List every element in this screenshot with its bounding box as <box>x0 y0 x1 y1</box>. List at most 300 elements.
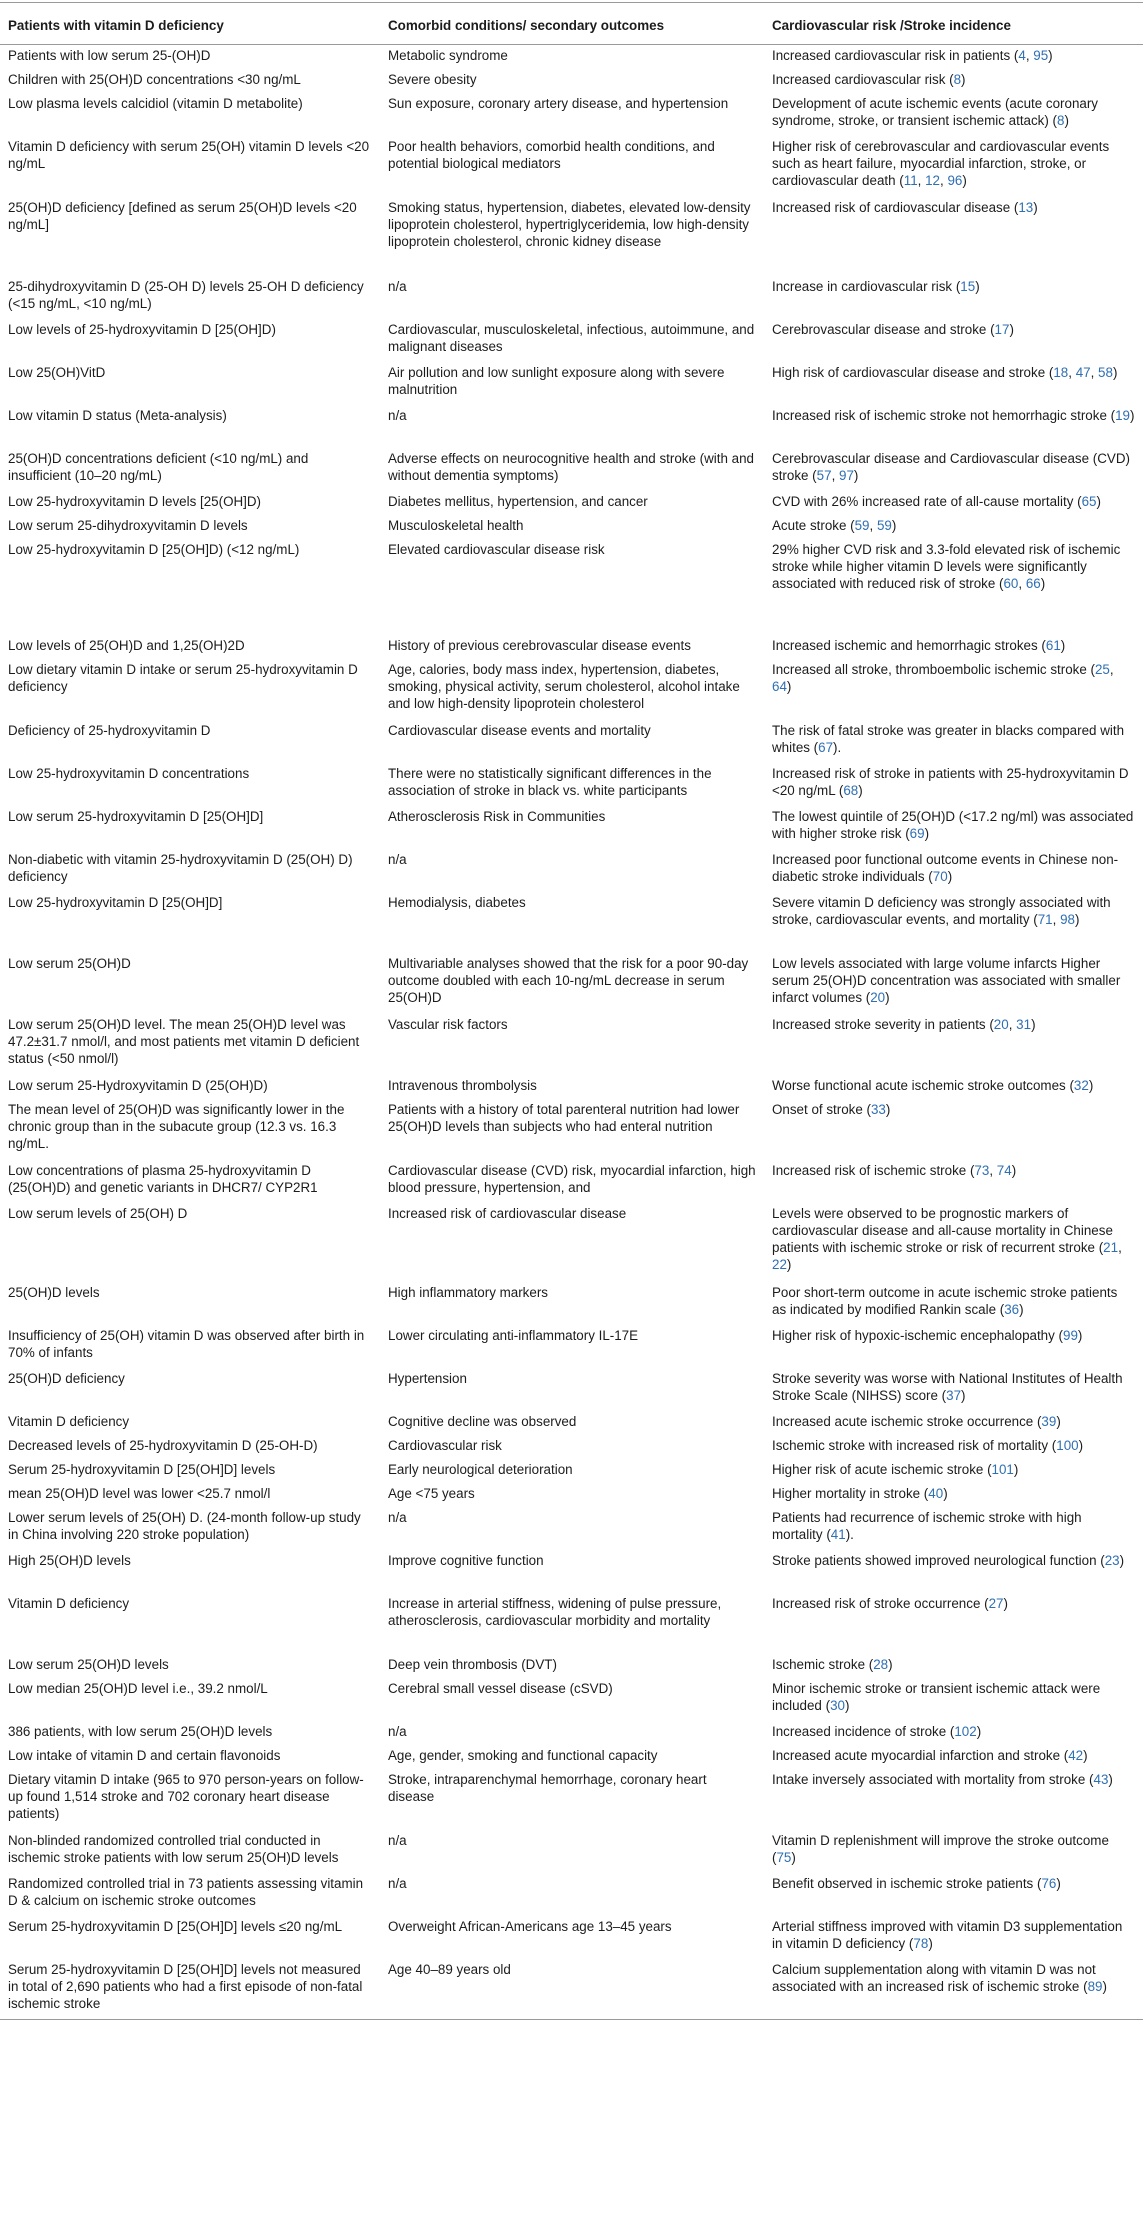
reference-link[interactable]: 19 <box>1115 407 1130 423</box>
cell-cardiovascular-risk <box>764 720 1143 763</box>
cell-patients: 386 patients, with low serum 25(OH)D levels <box>8 1723 273 1739</box>
cell-patients: Low 25-hydroxyvitamin D [25(OH]D) (<12 ng/mL) <box>8 541 300 557</box>
reference-link[interactable]: 30 <box>830 1697 845 1713</box>
cell-text: ) <box>1083 1747 1088 1763</box>
cell-comorbid-conditions: Age, gender, smoking and functional capacity <box>388 1747 658 1763</box>
reference-link[interactable]: 74 <box>996 1162 1012 1178</box>
cell-comorbid-conditions: Hemodialysis, diabetes <box>388 894 526 910</box>
cell-cardiovascular-risk <box>764 1830 1143 1873</box>
cell-text: Increased poor functional outcome events in Chinese non-diabetic stroke individuals ( <box>772 851 1119 884</box>
cell-patients: Patients with low serum 25-(OH)D <box>8 48 211 63</box>
cell-text: Intake inversely associated with mortality from stroke ( <box>772 1771 1094 1787</box>
cell-text: ) <box>885 989 890 1005</box>
table-row <box>0 1325 1143 1368</box>
cell-comorbid-conditions: n/a <box>388 1509 407 1525</box>
cell-text: Higher risk of acute ischemic stroke ( <box>772 1461 992 1477</box>
cell-patients: Low serum 25-dihydroxyvitamin D levels <box>8 517 248 533</box>
table-row <box>0 635 1143 659</box>
reference-link[interactable]: 101 <box>991 1461 1014 1477</box>
cell-text: Levels were observed to be prognostic markers of cardiovascular disease and all-cause mortality in Chinese patients with ischemic stroke or risk of recurrent stroke ( <box>772 1205 1113 1255</box>
cell-patients: Children with 25(OH)D concentrations <30 ng/mL <box>8 71 301 87</box>
cell-comorbid-conditions: Atherosclerosis Risk in Communities <box>388 808 606 824</box>
cell-comorbid-conditions: Age 40–89 years old <box>380 1959 764 2020</box>
reference-link[interactable]: 4 <box>1018 48 1026 63</box>
cell-text: ) <box>1048 48 1053 63</box>
table-row <box>0 1916 1143 1959</box>
reference-link[interactable]: 8 <box>953 71 962 87</box>
cell-cardiovascular-risk <box>764 1745 1143 1769</box>
cell-text: Patients had recurrence of ischemic stroke with high mortality ( <box>772 1509 1082 1542</box>
cell-text: Higher risk of hypoxic-ischemic encephalopathy ( <box>772 1327 1064 1343</box>
reference-link[interactable]: 68 <box>843 782 859 798</box>
cell-text: Increased all stroke, thromboembolic ischemic stroke ( <box>772 661 1095 677</box>
cell-text: , <box>1018 575 1026 591</box>
cell-comorbid-conditions: Cardiovascular disease events and mortality <box>388 722 651 738</box>
cell-cardiovascular-risk <box>764 1075 1143 1099</box>
cell-cardiovascular-risk <box>764 1459 1143 1483</box>
cell-text: ) <box>786 678 792 694</box>
cell-comorbid-conditions: Cardiovascular disease (CVD) risk, myocardial infarction, high blood pressure, hypertension, and <box>388 1162 756 1195</box>
cell-patients: Low levels of 25-hydroxyvitamin D [25(OH]D) <box>8 321 276 337</box>
cell-patients: 25(OH)D levels <box>8 1284 100 1300</box>
cell-text: ) <box>1096 493 1101 509</box>
cell-patients: Low 25(OH)VitD <box>8 364 106 380</box>
cell-patients: Non-diabetic with vitamin 25-hydroxyvitamin D (25(OH) D) deficiency <box>8 851 353 884</box>
cell-comorbid-conditions: Stroke, intraparenchymal hemorrhage, coronary heart disease <box>388 1771 707 1804</box>
cell-cardiovascular-risk <box>764 806 1143 849</box>
cell-cardiovascular-risk <box>764 1654 1143 1678</box>
cell-cardiovascular-risk <box>764 1916 1143 1959</box>
header-cardiovascular-risk: Cardiovascular risk /Stroke incidence <box>764 3 1143 45</box>
cell-patients: Non-blinded randomized controlled trial conducted in ischemic stroke patients with low serum 25(OH)D levels <box>8 1832 339 1865</box>
table-row <box>0 515 1143 539</box>
cell-cardiovascular-risk <box>764 1203 1143 1282</box>
table-row <box>0 1160 1143 1203</box>
cell-text: Ischemic stroke ( <box>772 1656 874 1672</box>
cell-comorbid-conditions: Cognitive decline was observed <box>388 1413 577 1429</box>
header-comorbid-conditions: Comorbid conditions/ secondary outcomes <box>380 3 764 45</box>
table-row <box>0 1507 1143 1550</box>
cell-text: ) <box>961 1387 966 1403</box>
cell-text: Stroke patients showed improved neurological function ( <box>772 1552 1105 1568</box>
cell-comorbid-conditions: Cardiovascular risk <box>388 1437 502 1453</box>
cell-cardiovascular-risk <box>764 1368 1143 1411</box>
cell-text: The lowest quintile of 25(OH)D (<17.2 ng/ml) was associated with higher stroke risk ( <box>772 808 1134 841</box>
cell-text: , <box>989 1162 997 1178</box>
cell-text: ) <box>947 868 953 884</box>
cell-text: ) <box>791 1849 796 1865</box>
reference-link[interactable]: 37 <box>946 1387 962 1403</box>
reference-link[interactable]: 59 <box>876 517 892 533</box>
reference-link[interactable]: 27 <box>988 1595 1004 1611</box>
cell-text: , <box>831 467 840 483</box>
cell-cardiovascular-risk <box>764 405 1143 448</box>
cell-text: CVD with 26% increased rate of all-cause mortality ( <box>772 493 1082 509</box>
cell-patients: Low plasma levels calcidiol (vitamin D metabolite) <box>8 95 303 111</box>
cell-text: ) <box>943 1485 948 1501</box>
cell-patients: Low 25-hydroxyvitamin D levels [25(OH]D) <box>8 493 262 509</box>
cell-cardiovascular-risk <box>764 763 1143 806</box>
cell-comorbid-conditions: Increase in arterial stiffness, widening of pulse pressure, atherosclerosis, cardiovascular morbidity and mortality <box>388 1595 722 1628</box>
reference-link[interactable]: 78 <box>913 1935 929 1951</box>
cell-text: 29% higher CVD risk and 3.3-fold elevated risk of ischemic stroke while higher vitamin D levels were significantly associated with reduced risk of stroke ( <box>772 541 1121 591</box>
header-row <box>0 3 1143 45</box>
reference-link[interactable]: 33 <box>870 1101 886 1117</box>
cell-text: Increased risk of stroke in patients with 25-hydroxyvitamin D <20 ng/mL ( <box>772 765 1129 798</box>
reference-link[interactable]: 70 <box>932 868 948 884</box>
cell-comorbid-conditions: Metabolic syndrome <box>388 48 508 63</box>
cell-patients: Low levels of 25(OH)D and 1,25(OH)2D <box>8 637 245 653</box>
table-row <box>0 659 1143 720</box>
table-row <box>0 1014 1143 1075</box>
cell-text: Increased incidence of stroke ( <box>772 1723 955 1739</box>
cell-text: ) <box>1129 407 1135 423</box>
cell-text: Higher risk of cerebrovascular and cardiovascular events such as heart failure, myocardial infarction, stroke, or cardiovascular death ( <box>772 138 1110 188</box>
table-row <box>0 892 1143 953</box>
reference-link[interactable]: 41 <box>830 1526 846 1542</box>
reference-link[interactable]: 32 <box>1073 1077 1089 1093</box>
cell-cardiovascular-risk <box>764 136 1143 197</box>
cell-cardiovascular-risk <box>764 93 1143 136</box>
cell-text: , <box>1008 1016 1017 1032</box>
cell-text: , <box>1118 1239 1122 1255</box>
table-row <box>0 953 1143 1014</box>
cell-cardiovascular-risk <box>764 539 1143 635</box>
cell-text: Low levels associated with large volume infarcts Higher serum 25(OH)D concentration was associated with smaller infarct volumes ( <box>772 955 1121 1005</box>
cell-patients: Serum 25-hydroxyvitamin D [25(OH]D] levels <box>8 1461 276 1477</box>
cell-comorbid-conditions: n/a <box>388 1875 407 1891</box>
cell-patients: Low median 25(OH)D level i.e., 39.2 nmol/L <box>8 1680 268 1696</box>
cell-comorbid-conditions: n/a <box>388 407 407 423</box>
table-row <box>0 1411 1143 1435</box>
cell-comorbid-conditions: n/a <box>388 851 407 867</box>
table-row <box>0 1435 1143 1459</box>
reference-link[interactable]: 8 <box>1057 112 1065 128</box>
reference-link[interactable]: 97 <box>839 467 854 483</box>
cell-comorbid-conditions: Cerebral small vessel disease (cSVD) <box>388 1680 613 1696</box>
cell-text: Increased cardiovascular risk in patients ( <box>772 48 1019 63</box>
cell-patients: Vitamin D deficiency with serum 25(OH) vitamin D levels <20 ng/mL <box>8 138 370 171</box>
reference-link[interactable]: 22 <box>772 1257 787 1273</box>
table-row <box>0 1745 1143 1769</box>
cell-text: The risk of fatal stroke was greater in blacks compared with whites ( <box>772 722 1125 755</box>
reference-link[interactable]: 39 <box>1041 1413 1057 1429</box>
cell-cardiovascular-risk <box>764 1769 1143 1830</box>
cell-patients: Deficiency of 25-hydroxyvitamin D <box>8 722 211 738</box>
reference-link[interactable]: 95 <box>1033 48 1049 63</box>
reference-link[interactable]: 66 <box>1025 575 1041 591</box>
reference-link[interactable]: 69 <box>909 825 925 841</box>
cell-text: ) <box>1003 1595 1008 1611</box>
cell-text: Benefit observed in ischemic stroke patients ( <box>772 1875 1042 1891</box>
cell-text: Cerebrovascular disease and stroke ( <box>772 321 995 337</box>
cell-text: ) <box>1077 1327 1083 1343</box>
cell-patients: 25(OH)D deficiency [defined as serum 25(OH)D levels <20 ng/mL] <box>8 199 357 232</box>
cell-text: ) <box>962 172 967 188</box>
reference-link[interactable]: 21 <box>1103 1239 1119 1255</box>
cell-text: ) <box>924 825 930 841</box>
reference-link[interactable]: 36 <box>1004 1301 1020 1317</box>
cell-patients: Lower serum levels of 25(OH) D. (24-month follow-up study in China involving 220 stroke population) <box>8 1509 361 1542</box>
cell-comorbid-conditions: Musculoskeletal health <box>388 517 524 533</box>
cell-comorbid-conditions: Patients with a history of total parenteral nutrition had lower 25(OH)D levels than subjects who had enteral nutrition <box>388 1101 740 1134</box>
reference-link[interactable]: 57 <box>816 467 832 483</box>
cell-cardiovascular-risk <box>764 69 1143 93</box>
reference-link[interactable]: 47 <box>1075 364 1091 380</box>
table-row <box>0 197 1143 276</box>
cell-comorbid-conditions: Improve cognitive function <box>388 1552 544 1568</box>
reference-link[interactable]: 20 <box>870 989 886 1005</box>
cell-text: High risk of cardiovascular disease and stroke ( <box>772 364 1054 380</box>
table-row <box>0 1678 1143 1721</box>
table-body <box>0 45 1143 2020</box>
table-header <box>0 3 1143 45</box>
cell-text: Increase in cardiovascular risk ( <box>772 278 961 294</box>
cell-text: ) <box>1078 1437 1084 1453</box>
cell-patients: Low vitamin D status (Meta-analysis) <box>8 407 227 423</box>
reference-link[interactable]: 43 <box>1093 1771 1109 1787</box>
cell-text: Increased cardiovascular risk ( <box>772 71 954 87</box>
table-row <box>0 1368 1143 1411</box>
cell-cardiovascular-risk <box>764 1435 1143 1459</box>
table-row <box>0 763 1143 806</box>
cell-comorbid-conditions: Adverse effects on neurocognitive health and stroke (with and without dementia symptoms) <box>388 450 754 483</box>
cell-text: , <box>869 517 877 533</box>
cell-text: Increased risk of ischemic stroke not hemorrhagic stroke ( <box>772 407 1116 423</box>
cell-text: ) <box>1119 1552 1125 1568</box>
reference-link[interactable]: 58 <box>1098 364 1113 380</box>
cell-comorbid-conditions: Sun exposure, coronary artery disease, and hypertension <box>388 95 729 111</box>
reference-link[interactable]: 15 <box>960 278 976 294</box>
table-row <box>0 1593 1143 1654</box>
cell-text: , <box>1090 364 1099 380</box>
reference-link[interactable]: 89 <box>1087 1978 1103 1994</box>
cell-comorbid-conditions: Multivariable analyses showed that the risk for a poor 90-day outcome doubled with each 10-ng/mL decrease in serum 25(OH)D <box>388 955 749 1005</box>
cell-cardiovascular-risk <box>764 45 1143 69</box>
reference-link[interactable]: 13 <box>1018 199 1034 215</box>
cell-text: ) <box>1088 1077 1094 1093</box>
reference-link[interactable]: 17 <box>994 321 1010 337</box>
cell-cardiovascular-risk <box>764 197 1143 276</box>
reference-link[interactable]: 12 <box>925 172 941 188</box>
cell-text: ) <box>975 278 980 294</box>
cell-cardiovascular-risk <box>764 953 1143 1014</box>
vitamin-d-stroke-table <box>0 2 1143 2020</box>
cell-text: ). <box>845 1526 854 1542</box>
reference-link[interactable]: 31 <box>1016 1016 1032 1032</box>
cell-text: Minor ischemic stroke or transient ischemic attack were included ( <box>772 1680 1101 1713</box>
cell-patients: Low concentrations of plasma 25-hydroxyvitamin D (25(OH)D) and genetic variants in DHCR7/ CYP2R1 <box>8 1162 318 1195</box>
cell-text: ) <box>1033 199 1038 215</box>
cell-comorbid-conditions: High inflammatory markers <box>388 1284 548 1300</box>
cell-text: ) <box>858 782 863 798</box>
reference-link[interactable]: 60 <box>1003 575 1019 591</box>
cell-text: Increased risk of stroke occurrence ( <box>772 1595 989 1611</box>
reference-link[interactable]: 20 <box>993 1016 1009 1032</box>
reference-link[interactable]: 99 <box>1063 1327 1078 1343</box>
cell-cardiovascular-risk <box>764 892 1143 953</box>
table-row <box>0 720 1143 763</box>
cell-comorbid-conditions: Air pollution and low sunlight exposure along with severe malnutrition <box>388 364 725 397</box>
cell-text: ) <box>891 517 897 533</box>
cell-text: ) <box>1013 1461 1019 1477</box>
reference-link[interactable]: 76 <box>1041 1875 1057 1891</box>
reference-link[interactable]: 67 <box>818 739 834 755</box>
table-row <box>0 1873 1143 1916</box>
cell-patients: Low serum 25(OH)D level. The mean 25(OH)D level was 47.2±31.7 nmol/l, and most patients met vitamin D deficient status (<50 nmol/l) <box>8 1016 360 1066</box>
cell-text: Increased acute ischemic stroke occurrence ( <box>772 1413 1042 1429</box>
reference-link[interactable]: 73 <box>974 1162 990 1178</box>
cell-comorbid-conditions: n/a <box>388 278 407 294</box>
cell-comorbid-conditions: Lower circulating anti-inflammatory IL-17E <box>388 1327 639 1343</box>
cell-comorbid-conditions: Increased risk of cardiovascular disease <box>388 1205 627 1221</box>
cell-text: ) <box>844 1697 850 1713</box>
cell-patients: Low 25-hydroxyvitamin D concentrations <box>8 765 250 781</box>
table-row <box>0 806 1143 849</box>
table-row <box>0 1550 1143 1593</box>
reference-link[interactable]: 59 <box>854 517 870 533</box>
cell-comorbid-conditions: There were no statistically significant differences in the association of stroke in black vs. white participants <box>388 765 712 798</box>
reference-link[interactable]: 71 <box>1037 911 1053 927</box>
cell-text: ) <box>976 1723 982 1739</box>
cell-text: Cerebrovascular disease and Cardiovascular disease (CVD) stroke ( <box>772 450 1130 483</box>
table-row <box>0 136 1143 197</box>
cell-comorbid-conditions: Vascular risk factors <box>388 1016 508 1032</box>
cell-comorbid-conditions: History of previous cerebrovascular disease events <box>388 637 691 653</box>
cell-text: , <box>1052 911 1061 927</box>
cell-comorbid-conditions: Cardiovascular, musculoskeletal, infectious, autoimmune, and malignant diseases <box>388 321 755 354</box>
reference-link[interactable]: 25 <box>1094 661 1110 677</box>
cell-cardiovascular-risk <box>764 448 1143 491</box>
cell-patients: 25(OH)D concentrations deficient (<10 ng/mL) and insufficient (10–20 ng/mL) <box>8 450 309 483</box>
cell-patients: Decreased levels of 25-hydroxyvitamin D (25-OH-D) <box>8 1437 318 1453</box>
cell-comorbid-conditions: Smoking status, hypertension, diabetes, elevated low-density lipoprotein cholesterol, hypertriglyceridemia, low high-density lipoprotein cholesterol, chronic kidney disease <box>388 199 751 249</box>
cell-patients: The mean level of 25(OH)D was significantly lower in the chronic group than in the subacute group (12.3 vs. 16.3 ng/mL. <box>8 1101 345 1151</box>
cell-text: ) <box>1060 637 1066 653</box>
table-row <box>0 1075 1143 1099</box>
table-row <box>0 1654 1143 1678</box>
cell-patients: Dietary vitamin D intake (965 to 970 person-years on follow-up found 1,514 stroke and 702 coronary heart disease patients) <box>8 1771 364 1821</box>
cell-cardiovascular-risk <box>764 635 1143 659</box>
reference-link[interactable]: 40 <box>928 1485 944 1501</box>
table-row <box>0 1959 1143 2020</box>
cell-patients: Low serum 25-hydroxyvitamin D [25(OH]D] <box>8 808 264 824</box>
cell-patients: mean 25(OH)D level was lower <25.7 nmol/l <box>8 1485 271 1501</box>
cell-text: ) <box>1011 1162 1017 1178</box>
table-row <box>0 93 1143 136</box>
cell-comorbid-conditions: Intravenous thrombolysis <box>388 1077 537 1093</box>
cell-text: , <box>917 172 926 188</box>
cell-comorbid-conditions: n/a <box>388 1832 407 1848</box>
cell-patients: Insufficiency of 25(OH) vitamin D was observed after birth in 70% of infants <box>8 1327 365 1360</box>
cell-comorbid-conditions: Deep vein thrombosis (DVT) <box>388 1656 557 1672</box>
cell-text: ) <box>853 467 859 483</box>
table-row <box>0 362 1143 405</box>
cell-cardiovascular-risk <box>764 1483 1143 1507</box>
reference-link[interactable]: 75 <box>776 1849 792 1865</box>
cell-patients: Low dietary vitamin D intake or serum 25-hydroxyvitamin D deficiency <box>8 661 358 694</box>
cell-text: Ischemic stroke with increased risk of mortality ( <box>772 1437 1057 1453</box>
reference-link[interactable]: 11 <box>903 172 918 188</box>
cell-patients: 25(OH)D deficiency <box>8 1370 125 1386</box>
cell-text: Stroke severity was worse with National Institutes of Health Stroke Scale (NIHSS) score ( <box>772 1370 1123 1403</box>
cell-cardiovascular-risk <box>764 276 1143 319</box>
cell-patients: Low serum levels of 25(OH) D <box>8 1205 188 1221</box>
cell-text: ) <box>888 1656 893 1672</box>
reference-link[interactable]: 28 <box>873 1656 889 1672</box>
table-row <box>0 1830 1143 1873</box>
table-row <box>0 1203 1143 1282</box>
cell-text: , <box>1109 661 1114 677</box>
reference-link[interactable]: 102 <box>954 1723 977 1739</box>
cell-cardiovascular-risk <box>764 319 1143 362</box>
cell-text: ) <box>885 1101 891 1117</box>
table-row <box>0 849 1143 892</box>
cell-text: ) <box>961 71 966 87</box>
cell-text: Increased ischemic and hemorrhagic strokes ( <box>772 637 1046 653</box>
cell-patients: Low 25-hydroxyvitamin D [25(OH]D] <box>8 894 223 910</box>
cell-comorbid-conditions: Overweight African-Americans age 13–45 years <box>388 1918 672 1934</box>
cell-text: ) <box>1031 1016 1036 1032</box>
cell-cardiovascular-risk <box>764 1282 1143 1325</box>
cell-cardiovascular-risk <box>764 659 1143 720</box>
cell-cardiovascular-risk <box>764 515 1143 539</box>
cell-cardiovascular-risk <box>764 1411 1143 1435</box>
cell-text: ) <box>1112 364 1118 380</box>
cell-comorbid-conditions: Age <75 years <box>388 1485 475 1501</box>
cell-patients: 25-dihydroxyvitamin D (25-OH D) levels 25-OH D deficiency (<15 ng/mL, <10 ng/mL) <box>8 278 364 311</box>
cell-cardiovascular-risk <box>764 1014 1143 1075</box>
cell-cardiovascular-risk <box>764 1550 1143 1593</box>
cell-text: ) <box>786 1257 792 1273</box>
reference-link[interactable]: 18 <box>1053 364 1069 380</box>
table-row <box>0 45 1143 69</box>
cell-comorbid-conditions: Age, calories, body mass index, hypertension, diabetes, smoking, physical activity, serum cholesterol, alcohol intake and low high-density lipoprotein cholesterol <box>388 661 740 711</box>
cell-text: ). <box>833 739 842 755</box>
reference-link[interactable]: 96 <box>947 172 963 188</box>
cell-text: , <box>1025 48 1034 63</box>
reference-link[interactable]: 100 <box>1056 1437 1079 1453</box>
cell-patients: Vitamin D deficiency <box>8 1595 130 1611</box>
table-row <box>0 448 1143 491</box>
cell-text: Increased risk of ischemic stroke ( <box>772 1162 975 1178</box>
cell-patients: Vitamin D deficiency <box>8 1413 130 1429</box>
reference-link[interactable]: 42 <box>1068 1747 1084 1763</box>
table-row <box>0 405 1143 448</box>
cell-cardiovascular-risk <box>764 491 1143 515</box>
table-row <box>0 1721 1143 1745</box>
cell-patients: Low serum 25(OH)D levels <box>8 1656 169 1672</box>
cell-comorbid-conditions: Diabetes mellitus, hypertension, and cancer <box>388 493 648 509</box>
reference-link[interactable]: 23 <box>1104 1552 1120 1568</box>
cell-cardiovascular-risk <box>764 1873 1143 1916</box>
table-row <box>0 539 1143 635</box>
table-row <box>0 276 1143 319</box>
reference-link[interactable]: 61 <box>1045 637 1061 653</box>
table-row <box>0 69 1143 93</box>
cell-text: ) <box>1064 112 1069 128</box>
cell-text: Increased acute myocardial infarction and stroke ( <box>772 1747 1069 1763</box>
cell-comorbid-conditions: Early neurological deterioration <box>388 1461 573 1477</box>
reference-link[interactable]: 98 <box>1060 911 1075 927</box>
cell-text: Vitamin D replenishment will improve the stroke outcome ( <box>772 1832 1109 1865</box>
reference-link[interactable]: 65 <box>1081 493 1097 509</box>
cell-comorbid-conditions: Severe obesity <box>388 71 477 87</box>
cell-cardiovascular-risk <box>764 362 1143 405</box>
reference-link[interactable]: 64 <box>772 678 787 694</box>
cell-cardiovascular-risk <box>764 1678 1143 1721</box>
cell-text: ) <box>1019 1301 1024 1317</box>
